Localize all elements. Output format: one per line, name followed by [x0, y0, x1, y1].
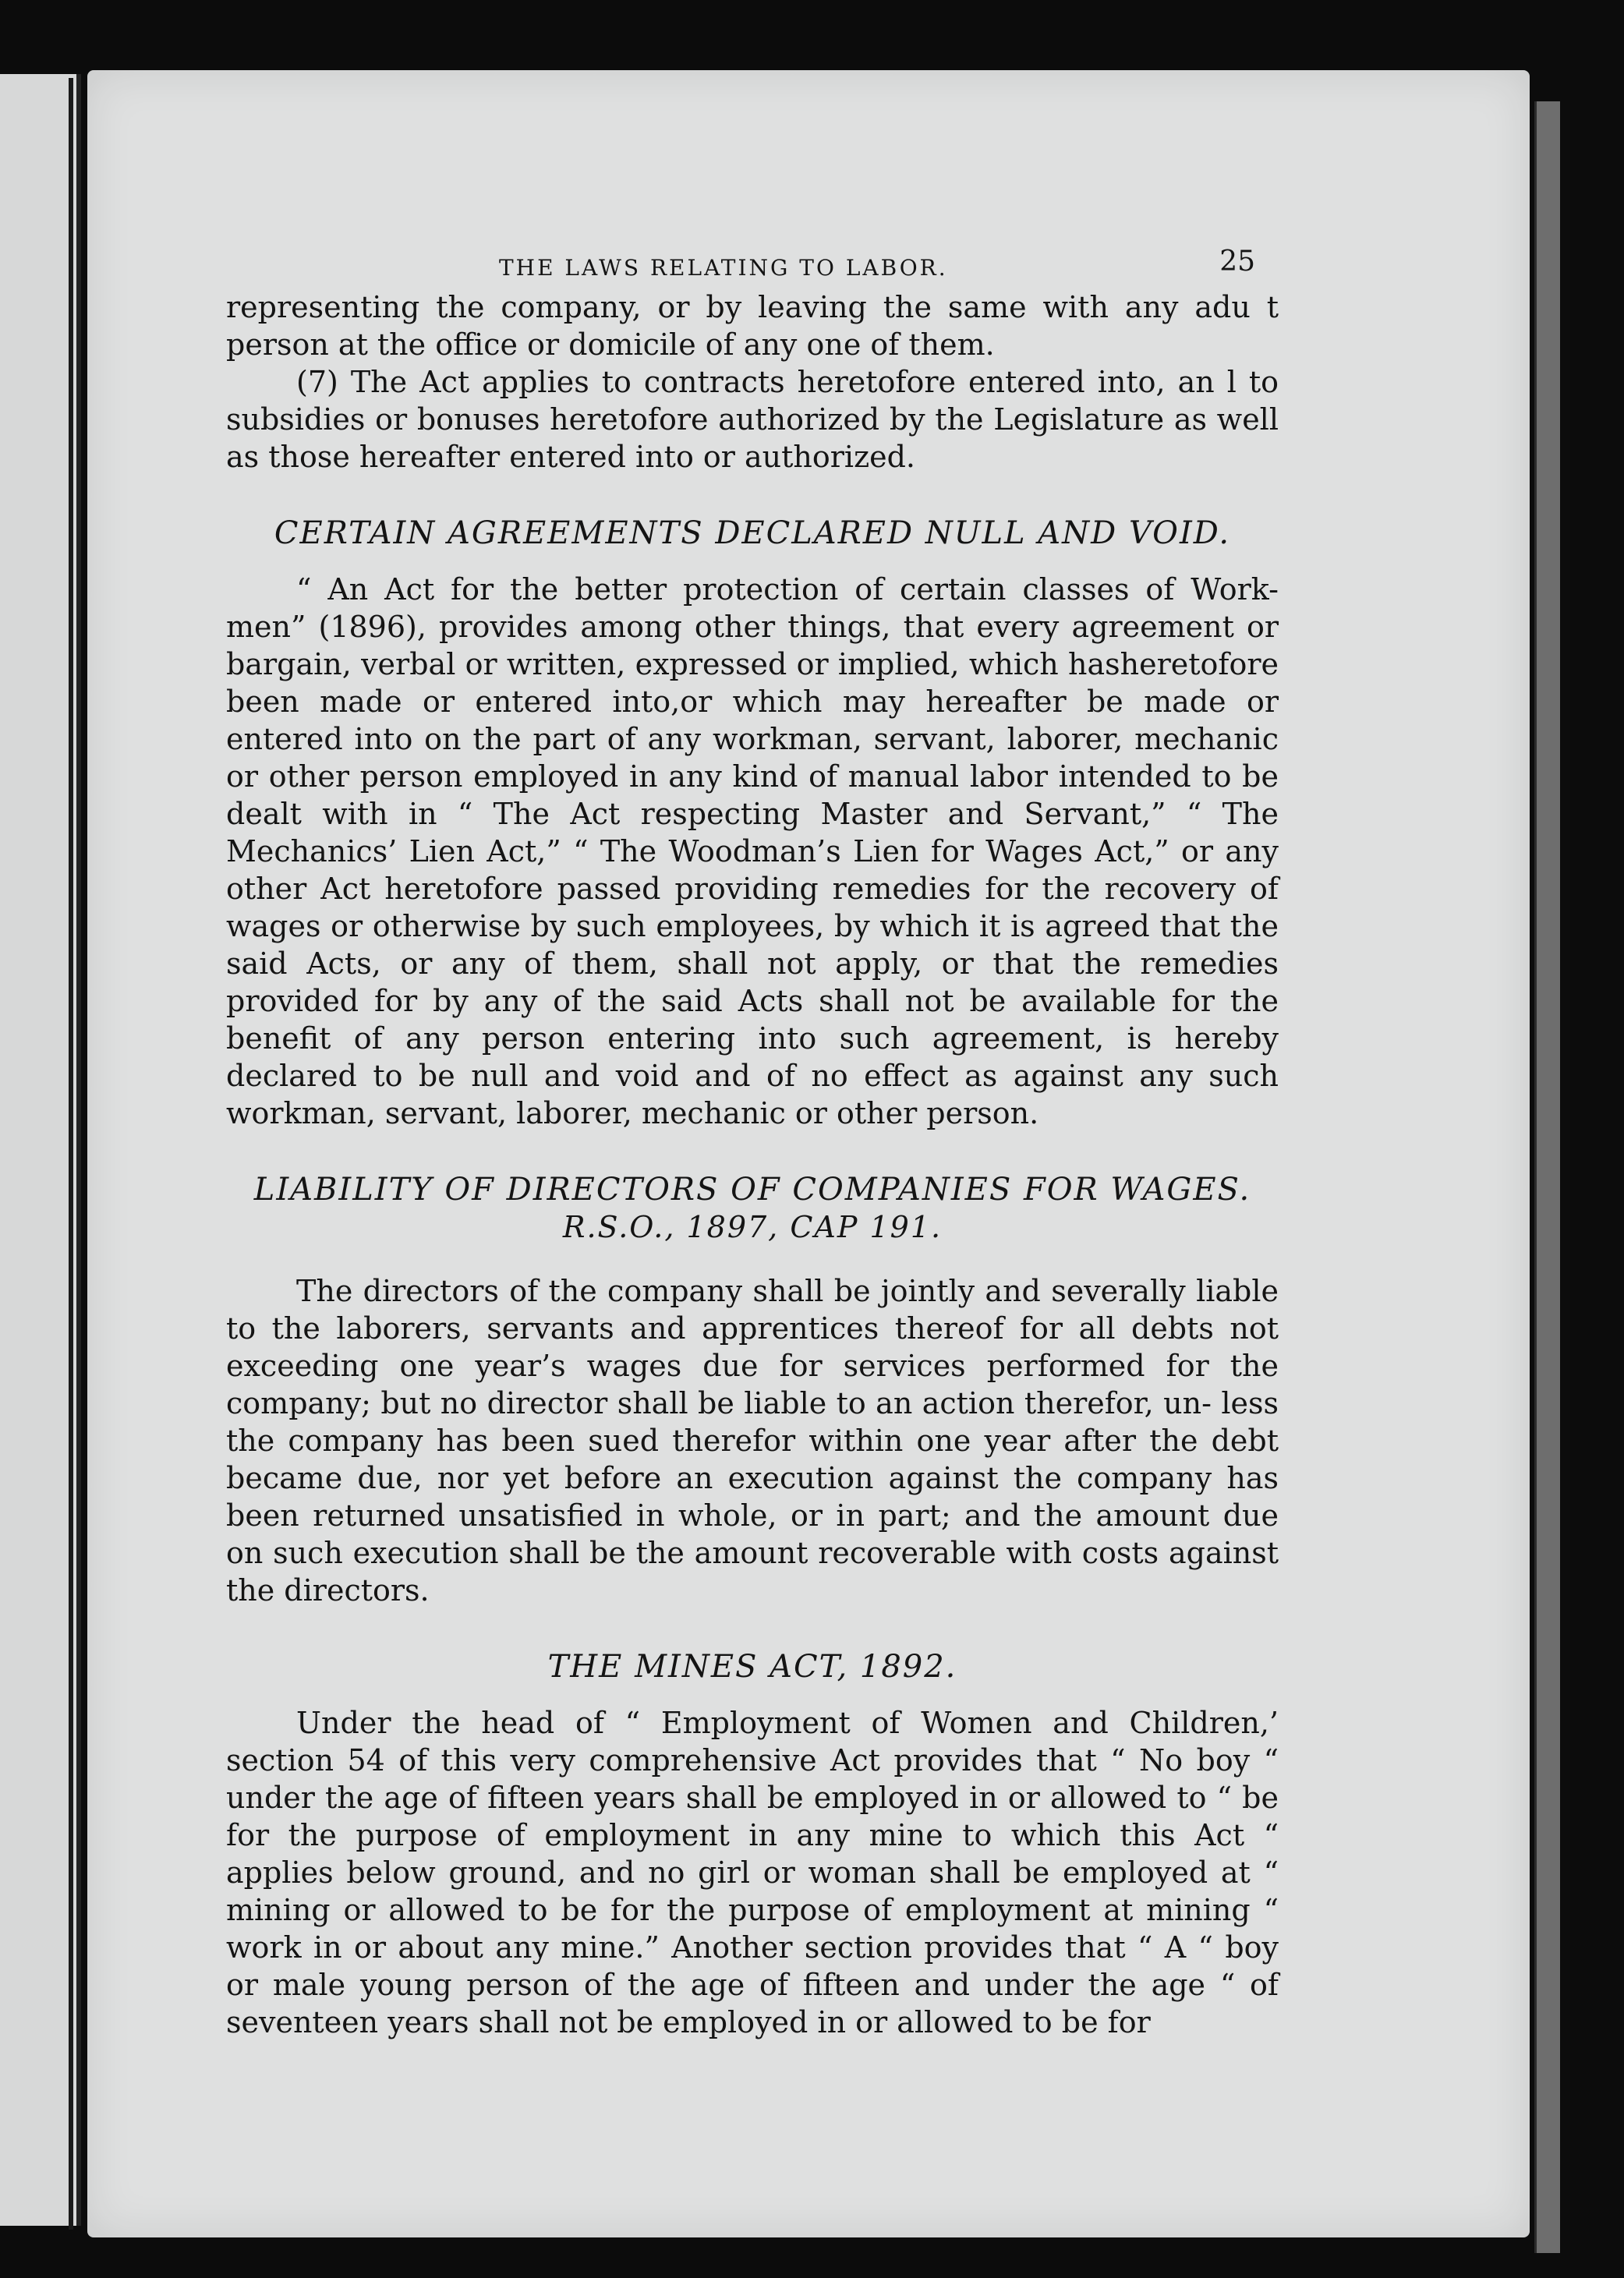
- page-number: 25: [1219, 246, 1255, 278]
- section-heading-null-and-void: CERTAIN AGREEMENTS DECLARED NULL AND VOID.: [274, 515, 1231, 551]
- paragraph-7: (7) The Act applies to contracts heretofore entered into, an l to subsidies or bonuses heretofore authorized by the Legislature as well as those hereafter entered into or authorized.: [226, 365, 1279, 474]
- section-body-null-and-void: “ An Act for the better protection of certain classes of Work- men” (1896), provides among other things, that every agreement or bargain, verbal or written, expressed or implied, which hasheretofore been made or entered into,or which may hereafter be made or entered into on the part of any workman, servant, laborer, mechanic or other person employed in any kind of manual labor intended to be dealt with in “ The Act respecting Master and Servant,” “ The Mechanics’ Lien Act,” “ The Woodman’s Lien for Wages Act,” or any other Act heretofore passed providing remedies for the recovery of wages or otherwise by such employees, by which it is agreed that the said Acts, or any of them, shall not apply, or that the remedies provided for by any of the said Acts shall not be available for the benefit of any person entering into such agreement, is hereby declared to be null and void and of no effect as against any such workman, servant, laborer, mechanic or other person.: [226, 572, 1279, 1130]
- section-heading-directors-liability: LIABILITY OF DIRECTORS OF COMPANIES FOR WAGES.: [253, 1172, 1251, 1208]
- running-title: THE LAWS RELATING TO LABOR.: [499, 255, 948, 281]
- running-head: [226, 234, 1279, 281]
- page-text: [226, 234, 1279, 2041]
- paragraph-continued: representing the company, or by leaving the same with any adu t person at the office or domicile of any one of them.: [226, 290, 1279, 362]
- page-stack-edge: [1534, 101, 1560, 2253]
- section-body-directors-liability: The directors of the company shall be jointly and severally liable to the laborers, servants and apprentices thereof for all debts not exceeding one year’s wages due for services performed for the company; but no director shall be liable to an action therefor, un- less the company has been sued therefor within one year after the debt became due, nor yet before an execution against the company has been returned unsatisfied in whole, or in part; and the amount due on such execution shall be the amount recoverable with costs against the directors.: [226, 1274, 1279, 1608]
- section-subheading-rso: R.S.O., 1897, CAP 191.: [562, 1210, 943, 1244]
- section-body-mines-act: Under the head of “ Employment of Women and Children,’ section 54 of this very comprehensive Act provides that “ No boy “ under the age of fifteen years shall be employed in or allowed to “ be for the purpose of employment in any mine to which this Act “ applies below ground, and no girl or woman shall be employed at “ mining or allowed to be for the purpose of employment at mining “ work in or about any mine.” Another section provides that “ A “ boy or male young person of the age of fifteen and under the age “ of seventeen years shall not be employed in or allowed to be for: [226, 1706, 1279, 2039]
- book-spine: [69, 78, 73, 2230]
- section-heading-mines-act: THE MINES ACT, 1892.: [547, 1649, 957, 1685]
